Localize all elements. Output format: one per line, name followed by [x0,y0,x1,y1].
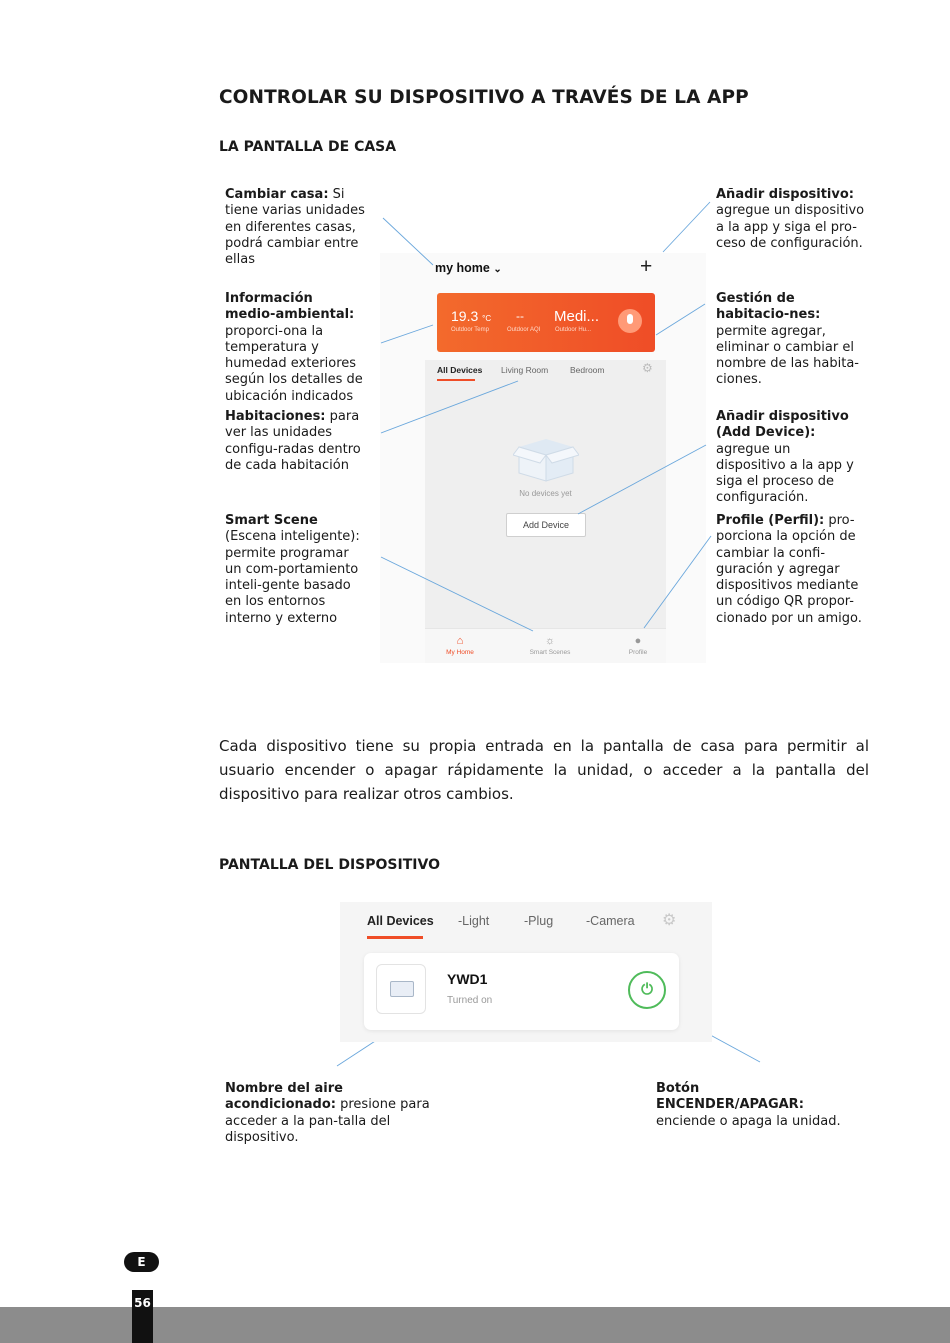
tab-living-room[interactable]: Living Room [501,365,549,375]
home-screen-mockup [425,253,706,663]
annotation-power-button [656,1081,846,1130]
annotation-bold: Profile (Perfil): [716,513,825,528]
annotation-change-home [225,187,375,268]
annotation-text: presione para acceder a la pan-talla del dispositivo. [225,1097,430,1145]
annotation-text: agregue un dispositivo a la app y siga el proceso de configuración. [716,441,854,506]
temp-unit: °C [482,314,492,323]
annotation-text: Si tiene varias unidades en diferentes casas, podrá cambiar entre ellas [225,187,365,268]
annotation-environment-info [225,291,365,405]
annotation-profile [716,513,864,627]
home-label: my home [435,261,490,275]
device-screen-mockup [340,902,712,1042]
phone-right-margin [666,253,706,663]
home-icon: ⌂ [456,635,464,647]
active-tab-underline [437,379,475,381]
outdoor-temp-value [451,308,491,324]
chevron-down-icon: ⌄ [493,264,502,275]
outdoor-humidity-label: Outdoor Hu... [555,327,592,333]
annotation-text: permite agregar, eliminar o cambiar el nombre de las habita-ciones. [716,323,859,388]
device-status: Turned on [447,995,493,1006]
gear-icon[interactable]: ⚙ [662,912,677,929]
bottom-navigation [425,628,666,663]
nav-label: Smart Scenes [529,649,571,656]
power-button[interactable] [628,971,666,1009]
device-card[interactable] [364,953,679,1030]
annotation-bold: Smart Scene [225,513,318,528]
air-conditioner-icon [376,964,426,1014]
annotation-bold: Nombre del aire acondicionado: [225,1081,343,1113]
tab-plug[interactable]: -Plug [524,914,554,928]
outdoor-aqi-label: Outdoor AQI [507,327,541,333]
nav-label: Profile [628,649,648,656]
empty-box-icon [513,433,579,483]
nav-my-home[interactable] [425,635,495,656]
language-badge: E [124,1252,159,1272]
tab-all-devices[interactable]: All Devices [367,914,434,928]
annotation-bold: Añadir dispositivo: [716,187,854,202]
annotation-text: proporci-ona la temperatura y humedad exteriores según los detalles de ubicación indicados [225,323,363,404]
power-icon: ⏻ [641,981,653,998]
phone-left-margin [380,253,425,663]
annotation-text: pro-porciona la opción de cambiar la confi-guración y agregar dispositivos mediante un código QR propor-cionado por un amigo. [716,513,862,626]
annotation-text: para ver las unidades configu-radas dentro de cada habitación [225,409,361,473]
profile-icon: ● [634,635,642,647]
nav-profile[interactable] [603,635,673,656]
annotation-device-name [225,1081,440,1146]
leader-line [663,202,710,252]
annotation-rooms [225,409,370,474]
nav-label: My Home [446,649,474,656]
gear-icon[interactable]: ⚙ [642,361,653,375]
annotation-text: enciende o apaga la unidad. [656,1113,841,1129]
sun-icon: ☼ [544,635,556,647]
annotation-text: (Escena inteligente): permite programar un com-portamiento inteli-gente basado en los entornos interno y externo [225,529,360,626]
tab-camera[interactable]: -Camera [586,914,635,928]
plus-icon[interactable]: + [640,255,653,278]
annotation-bold: Añadir dispositivo (Add Device): [716,409,849,441]
annotation-room-management [716,291,861,389]
annotation-text: agregue un dispositivo a la app y siga el pro-ceso de configuración. [716,203,865,251]
annotation-bold: Habitaciones: [225,409,326,424]
microphone-icon[interactable] [618,309,642,333]
annotation-bold: Botón ENCENDER/APAGAR: [656,1081,804,1113]
annotation-bold: Cambiar casa: [225,187,329,202]
empty-state-text: No devices yet [519,489,572,498]
active-tab-underline [367,936,423,939]
tab-bedroom[interactable]: Bedroom [570,365,605,375]
annotation-bold: Gestión de habitacio-nes: [716,291,821,323]
nav-smart-scenes[interactable] [515,635,585,656]
tab-all-devices[interactable]: All Devices [437,365,483,375]
annotation-bold: Información medio-ambiental: [225,291,355,323]
device-name[interactable]: YWD1 [447,971,488,987]
add-device-button[interactable]: Add Device [506,513,586,537]
outdoor-aqi-value: -- [516,309,524,323]
weather-card [437,293,655,352]
phone-header [425,253,706,360]
annotation-add-device-top [716,187,866,252]
home-switcher[interactable] [435,261,502,275]
tab-light[interactable]: -Light [458,914,490,928]
body-paragraph: Cada dispositivo tiene su propia entrada en la pantalla de casa para permitir al usuario encender o apagar rápidamente la unidad, o acceder a la pantalla del dispositivo para realizar otros cambios. [219,737,869,803]
page-number: 56 [134,1296,151,1310]
annotation-add-device-button [716,409,864,507]
temp-number: 19.3 [451,308,479,324]
section-title-home-screen: LA PANTALLA DE CASA [219,139,397,155]
outdoor-temp-label: Outdoor Temp [451,327,489,333]
annotation-smart-scene [225,513,360,627]
section-title-device-screen: PANTALLA DEL DISPOSITIVO [219,857,440,873]
outdoor-humidity-value: Medi... [554,308,600,325]
page-heading: CONTROLAR SU DISPOSITIVO A TRAVÉS DE LA APP [219,87,749,108]
